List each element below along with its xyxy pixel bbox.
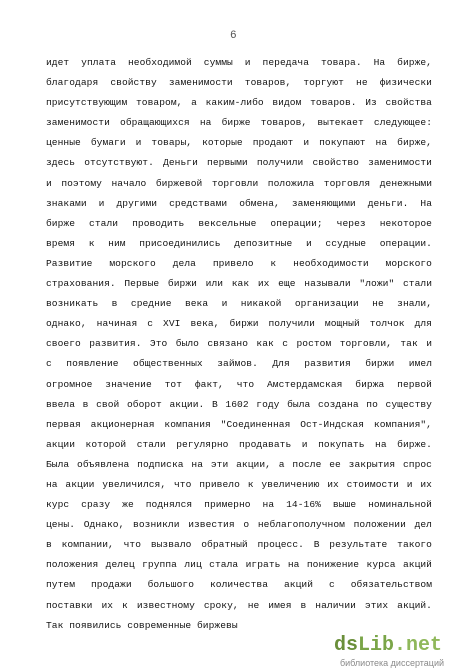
- text-line: акции которой стали регулярно продавать и покупать на бирже.: [46, 438, 432, 450]
- watermark-subtitle: библиотека диссертаций: [339, 658, 444, 668]
- watermark-logo: [334, 634, 442, 657]
- text-line: идет уплата необходимой суммы и передача товара. На бирже,: [46, 57, 432, 68]
- text-line: Была объявлена подписка на эти акции, а после ее закрытия спрос: [46, 458, 432, 470]
- text-line: с появление общественных займов. Для развития биржи имел: [46, 358, 432, 370]
- text-line: страхования. Первые биржи или как их еще называли "ложи" стали: [46, 278, 432, 290]
- text-line: возникать в средние века и никакой организации не знали,: [46, 298, 432, 310]
- text-line: путем продажи большого количества акций с обязательством: [46, 579, 432, 591]
- text-line: положения делец группа лиц стала играть на понижение курса акций: [46, 559, 432, 571]
- text-line: на акции увеличился, что привело к увеличению их стоимости и их: [46, 478, 432, 490]
- watermark: [290, 629, 450, 669]
- text-line: бирже стали проводить вексельные операции; через некоторое: [46, 217, 432, 229]
- text-line: первая акционерная компания "Соединенная Ост-Индская компания",: [46, 418, 432, 430]
- text-line: время к ним присоединились депозитные и ссудные операции.: [46, 237, 432, 249]
- text-line: в компании, что вызвало обратный процесс. В результате такого: [46, 539, 432, 551]
- document-body: [46, 53, 432, 636]
- watermark-brand-lib: Lib: [357, 634, 394, 657]
- text-line: огромное значение тот факт, что Амстердамская биржа первой: [46, 378, 432, 390]
- text-line: Развитие морского дела привело к необходимости морского: [46, 257, 432, 269]
- text-line: курс сразу же поднялся примерно на 14-16% выше номинальной: [46, 499, 432, 511]
- text-line-last: Так появились современные биржевы: [46, 619, 238, 631]
- watermark-brand-net: .net: [393, 634, 442, 657]
- page-number: 6: [230, 30, 237, 42]
- text-line: ввела в свой оборот акции. В 1602 году была создана по существу: [46, 398, 432, 410]
- watermark-brand-ds: ds: [333, 634, 358, 657]
- text-line: и поэтому начало биржевой торговли положила торговля денежными: [46, 177, 432, 189]
- text-line: заменимости обращающихся на бирже товаров, вытекает следующее:: [46, 117, 432, 129]
- text-line: благодаря свойству заменимости товаров, торгуют не физически: [46, 77, 432, 89]
- text-line: знаками и другими средствами обмена, заменяющими деньги. На: [46, 197, 432, 209]
- text-line: ценные бумаги и товары, которые продают и покупают на бирже,: [46, 137, 432, 149]
- text-line: здесь отсутствуют. Деньги первыми получили свойство заменимости: [46, 157, 432, 169]
- text-line: цены. Однако, возникли известия о неблагополучном положении дел: [46, 519, 432, 531]
- text-line: присутствующим товаром, а каким-либо видом товаров. Из свойства: [46, 97, 432, 109]
- text-line: поставки их к известному сроку, не имея в наличии этих акций.: [46, 599, 432, 611]
- text-line: своего развития. Это было связано как с ростом торговли, так и: [46, 338, 432, 350]
- text-line: однако, начиная с XVI века, биржи получили мощный толчок для: [46, 318, 432, 330]
